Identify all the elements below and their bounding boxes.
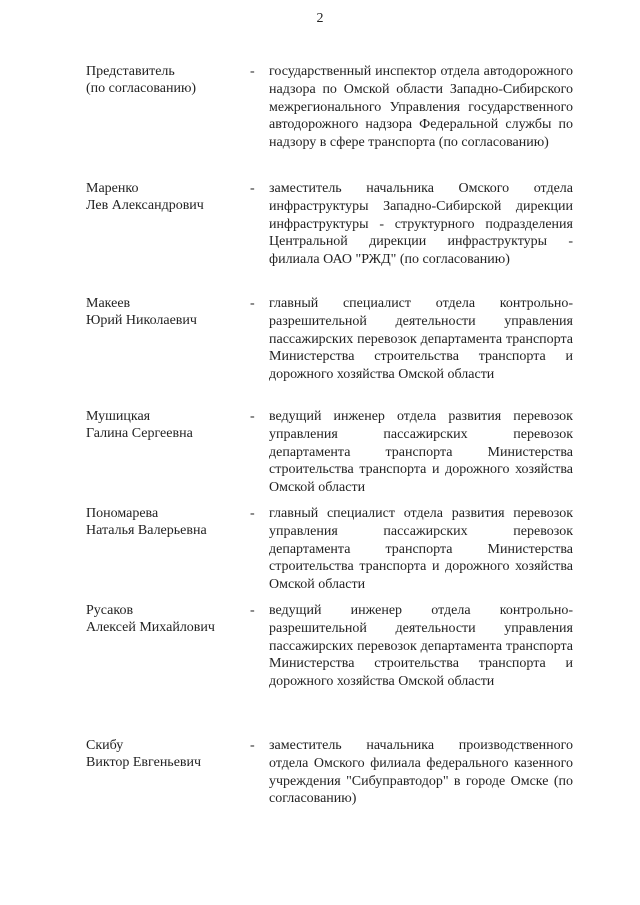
dash-separator: - [250,603,255,618]
page-number: 2 [316,11,324,26]
member-name-line1: Макеев [86,296,131,311]
member-name-line2: Галина Сергеевна [86,426,193,441]
dash-separator: - [250,409,255,424]
dash-separator: - [250,296,255,311]
dash-separator: - [250,181,255,196]
member-name-line2: Наталья Валерьевна [86,523,207,538]
member-name [86,408,251,442]
member-position: главный специалист отдела развития перевозок управления пассажирских перевозок департамента транспорта Министерства строительства транспорта и дорожного хозяйства Омской области [269,506,573,593]
member-name-line2: (по согласованию) [86,81,197,96]
member-position: заместитель начальника Омского отдела инфраструктуры Западно-Сибирской дирекции инфраструктуры - структурного подразделения Центральной дирекции инфраструктуры - филиала ОАО "РЖД" (по согласованию) [269,181,573,268]
member-name [86,180,251,214]
member-name-line1: Маренко [86,181,139,196]
member-position: главный специалист отдела контрольно-разрешительной деятельности управления пассажирских перевозок департамента транспорта Министерства строительства транспорта и дорожного хозяйства Омской области [269,296,573,383]
dash-separator: - [250,738,255,753]
member-name [86,505,251,539]
member-name-line1: Представитель [86,64,175,79]
member-position: заместитель начальника производственного отдела Омского филиала федерального казенного учреждения "Сибуправтодор" в городе Омске (по согласованию) [269,738,573,807]
member-name-line2: Юрий Николаевич [86,313,197,328]
member-position: ведущий инженер отдела развития перевозок управления пассажирских перевозок департамента транспорта Министерства строительства транспорта и дорожного хозяйства Омской области [269,409,573,496]
member-position: государственный инспектор отдела автодорожного надзора по Омской области Западно-Сибирского межрегионального Управления государственного автодорожного надзора Федеральной службы по надзору в сфере транспорта (по согласованию) [269,64,573,151]
member-name [86,63,251,97]
member-name [86,737,251,771]
member-position: ведущий инженер отдела контрольно-разрешительной деятельности управления пассажирских перевозок департамента транспорта Министерства строительства транспорта и дорожного хозяйства Омской области [269,603,573,690]
member-name-line2: Алексей Михайлович [86,620,215,635]
member-name-line1: Пономарева [86,506,159,521]
dash-separator: - [250,506,255,521]
member-name-line1: Скибу [86,738,124,753]
member-name [86,602,251,636]
member-name [86,295,251,329]
member-name-line1: Мушицкая [86,409,151,424]
member-name-line2: Лев Александрович [86,198,204,213]
dash-separator: - [250,64,255,79]
member-name-line1: Русаков [86,603,134,618]
member-name-line2: Виктор Евгеньевич [86,755,202,770]
